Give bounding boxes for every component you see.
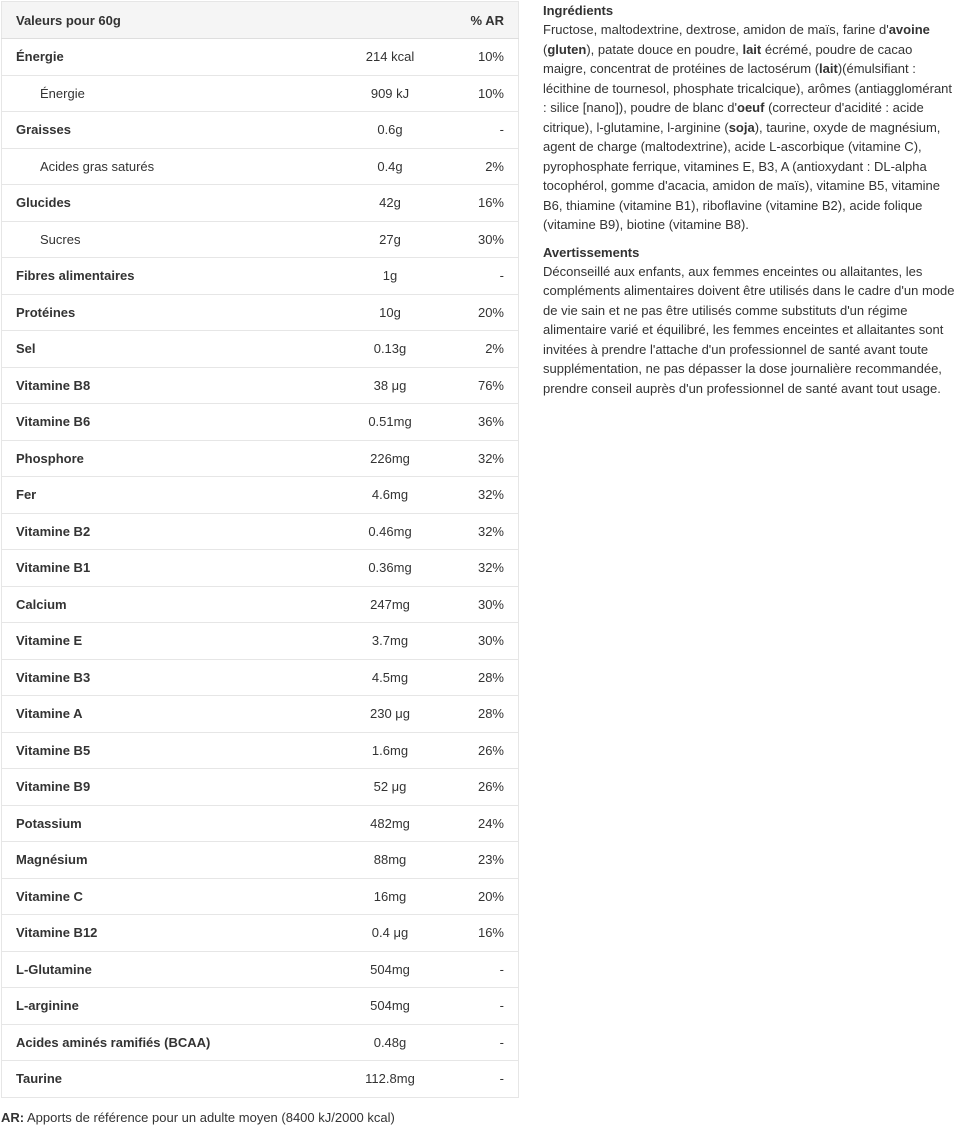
nutrient-name: Acides aminés ramifiés (BCAA) <box>2 1024 317 1061</box>
nutrient-name: Phosphore <box>2 440 317 477</box>
nutrient-name: Sel <box>2 331 317 368</box>
nutrient-name: Vitamine B9 <box>2 769 317 806</box>
nutrient-name: Magnésium <box>2 842 317 879</box>
nutrient-name: Énergie <box>2 75 317 112</box>
warnings-title: Avertissements <box>543 244 640 260</box>
nutrient-name: Vitamine C <box>2 878 317 915</box>
nutrient-ar: - <box>464 258 519 295</box>
table-row <box>2 221 519 258</box>
ingredients-segment: )(émulsifiant : lécithine de tournesol, phosphate tricalcique), arômes (antiagglomérant : silice [nano]), poudre de blanc d' <box>543 61 953 115</box>
nutrition-panel <box>1 1 519 1098</box>
table-row <box>2 258 519 295</box>
table-row <box>2 659 519 696</box>
nutrient-value: 1.6mg <box>316 732 464 769</box>
nutrient-name: Fibres alimentaires <box>2 258 317 295</box>
nutrient-value: 4.5mg <box>316 659 464 696</box>
nutrient-ar: 26% <box>464 769 519 806</box>
nutrition-table <box>1 1 519 1098</box>
nutrient-value: 0.36mg <box>316 550 464 587</box>
nutrient-name: Vitamine B3 <box>2 659 317 696</box>
nutrient-name: Vitamine B8 <box>2 367 317 404</box>
nutrient-name: Fer <box>2 477 317 514</box>
nutrient-ar: 10% <box>464 75 519 112</box>
nutrient-ar: 20% <box>464 878 519 915</box>
table-row <box>2 988 519 1025</box>
table-row <box>2 294 519 331</box>
table-row <box>2 39 519 76</box>
nutrient-value: 88mg <box>316 842 464 879</box>
nutrient-value: 247mg <box>316 586 464 623</box>
nutrient-name: L-Glutamine <box>2 951 317 988</box>
nutrient-name: Acides gras saturés <box>2 148 317 185</box>
nutrient-ar: - <box>464 1061 519 1098</box>
table-row <box>2 696 519 733</box>
table-row <box>2 623 519 660</box>
nutrient-name: Vitamine E <box>2 623 317 660</box>
nutrient-ar: 28% <box>464 659 519 696</box>
nutrient-name: Vitamine B5 <box>2 732 317 769</box>
nutrient-value: 27g <box>316 221 464 258</box>
nutrient-ar: 30% <box>464 586 519 623</box>
nutrient-ar: - <box>464 112 519 149</box>
nutrient-name: Calcium <box>2 586 317 623</box>
table-row <box>2 1061 519 1098</box>
table-row <box>2 112 519 149</box>
table-row <box>2 367 519 404</box>
header-name: Valeurs pour 60g <box>2 2 317 39</box>
ingredients-segment: Fructose, maltodextrine, dextrose, amidon de maïs, farine d' <box>543 22 889 37</box>
nutrient-ar: 30% <box>464 623 519 660</box>
nutrient-value: 226mg <box>316 440 464 477</box>
allergen-highlight: lait <box>742 41 762 57</box>
allergen-highlight: gluten <box>547 41 587 57</box>
allergen-highlight: avoine <box>888 22 930 37</box>
nutrient-value: 504mg <box>316 988 464 1025</box>
nutrient-value: 0.48g <box>316 1024 464 1061</box>
nutrient-value: 0.13g <box>316 331 464 368</box>
nutrient-ar: - <box>464 1024 519 1061</box>
nutrient-ar: 24% <box>464 805 519 842</box>
nutrient-ar: 23% <box>464 842 519 879</box>
ingredients-title: Ingrédients <box>543 3 614 18</box>
nutrient-name: Protéines <box>2 294 317 331</box>
footnote-label: AR: <box>1 1110 25 1125</box>
ingredients-segment: ( <box>543 41 548 57</box>
table-row <box>2 732 519 769</box>
table-row <box>2 586 519 623</box>
nutrient-ar: 2% <box>464 148 519 185</box>
table-row <box>2 513 519 550</box>
table-row <box>2 550 519 587</box>
nutrient-value: 42g <box>316 185 464 222</box>
nutrient-value: 504mg <box>316 951 464 988</box>
nutrient-name: Vitamine B6 <box>2 404 317 441</box>
nutrient-name: Vitamine B12 <box>2 915 317 952</box>
nutrient-name: Potassium <box>2 805 317 842</box>
nutrient-name: Graisses <box>2 112 317 149</box>
ingredients-segment: écrémé, poudre de cacao maigre, concentrat de protéines de lactosérum ( <box>543 41 913 76</box>
nutrient-ar: 10% <box>464 39 519 76</box>
nutrient-value: 0.4 μg <box>316 915 464 952</box>
table-row <box>2 769 519 806</box>
nutrient-ar: 28% <box>464 696 519 733</box>
nutrient-name: Taurine <box>2 1061 317 1098</box>
nutrient-value: 112.8mg <box>316 1061 464 1098</box>
header-ar: % AR <box>464 2 519 39</box>
table-header-row <box>2 2 519 39</box>
ingredients-text <box>543 20 955 235</box>
ingredients-segment: ), taurine, oxyde de magnésium, agent de charge (maltodextrine), acide L-ascorbique (vitamine C), pyrophosphate ferrique, vitamines E, B3, A (antioxydant : DL-alpha tocophérol, gomme d'acacia, amidon de maïs), vitamine B5, vitamine B6, thiamine (vitamine B1), riboflavine (vitamine B2), acide folique (vitamine B9), biotine (vitamine B8). <box>543 119 941 232</box>
table-row <box>2 185 519 222</box>
nutrient-ar: 2% <box>464 331 519 368</box>
table-row <box>2 951 519 988</box>
nutrient-value: 214 kcal <box>316 39 464 76</box>
nutrient-value: 1g <box>316 258 464 295</box>
footnote-text: Apports de référence pour un adulte moyen (8400 kJ/2000 kcal) <box>24 1110 395 1125</box>
nutrient-ar: - <box>464 951 519 988</box>
nutrient-name: Sucres <box>2 221 317 258</box>
nutrient-value: 4.6mg <box>316 477 464 514</box>
info-panel <box>543 2 955 407</box>
nutrient-value: 10g <box>316 294 464 331</box>
table-row <box>2 148 519 185</box>
table-row <box>2 842 519 879</box>
allergen-highlight: oeuf <box>737 100 765 115</box>
nutrient-value: 3.7mg <box>316 623 464 660</box>
nutrient-ar: 32% <box>464 477 519 514</box>
table-row <box>2 477 519 514</box>
nutrient-value: 909 kJ <box>316 75 464 112</box>
table-row <box>2 404 519 441</box>
footnote <box>1 1110 395 1125</box>
allergen-highlight: soja <box>728 119 755 135</box>
nutrient-value: 38 μg <box>316 367 464 404</box>
nutrient-ar: 16% <box>464 915 519 952</box>
ingredients-segment: ), patate douce en poudre, <box>586 41 743 57</box>
nutrient-value: 230 μg <box>316 696 464 733</box>
nutrient-ar: 30% <box>464 221 519 258</box>
nutrient-ar: - <box>464 988 519 1025</box>
nutrient-name: Énergie <box>2 39 317 76</box>
nutrient-name: Vitamine A <box>2 696 317 733</box>
nutrient-value: 16mg <box>316 878 464 915</box>
ingredients-segment: (correcteur d'acidité : acide citrique), l-glutamine, l-arginine ( <box>543 100 924 135</box>
nutrient-value: 52 μg <box>316 769 464 806</box>
nutrient-value: 0.51mg <box>316 404 464 441</box>
nutrient-value: 0.46mg <box>316 513 464 550</box>
nutrient-name: Glucides <box>2 185 317 222</box>
table-row <box>2 805 519 842</box>
nutrition-table-body <box>2 39 519 1098</box>
table-row <box>2 1024 519 1061</box>
table-row <box>2 915 519 952</box>
nutrient-name: Vitamine B2 <box>2 513 317 550</box>
nutrient-value: 0.4g <box>316 148 464 185</box>
nutrient-ar: 76% <box>464 367 519 404</box>
nutrient-value: 482mg <box>316 805 464 842</box>
table-row <box>2 75 519 112</box>
nutrient-value: 0.6g <box>316 112 464 149</box>
warnings-text: Déconseillé aux enfants, aux femmes enceintes ou allaitantes, les compléments alimentaires doivent être utilisés dans le cadre d'un mode de vie sain et ne pas être utilisés comme substituts d'un régime alimentaire varié et équilibré, les femmes enceintes et allaitantes sont invitées à prendre l'attache d'un professionnel de santé avant toute supplémentation, ne pas dépasser la dose journalière recommandée, prendre conseil auprès d'un professionnel de santé avant tout usage. <box>543 263 955 396</box>
table-row <box>2 878 519 915</box>
table-row <box>2 440 519 477</box>
nutrient-ar: 26% <box>464 732 519 769</box>
header-value <box>316 2 464 39</box>
table-row <box>2 331 519 368</box>
nutrient-ar: 20% <box>464 294 519 331</box>
nutrient-ar: 32% <box>464 550 519 587</box>
nutrient-ar: 16% <box>464 185 519 222</box>
nutrient-ar: 32% <box>464 440 519 477</box>
nutrient-name: L-arginine <box>2 988 317 1025</box>
nutrient-name: Vitamine B1 <box>2 550 317 587</box>
nutrient-ar: 36% <box>464 404 519 441</box>
nutrient-ar: 32% <box>464 513 519 550</box>
allergen-highlight: lait <box>819 61 838 76</box>
